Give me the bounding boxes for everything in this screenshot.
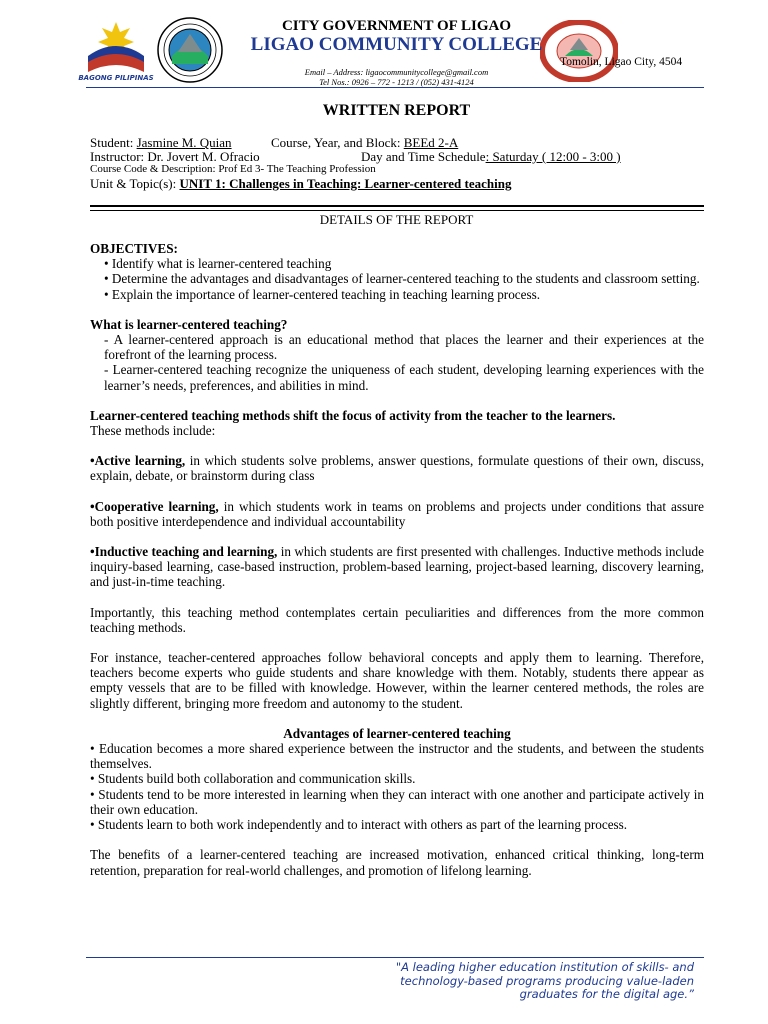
footer-motto-line: graduates for the digital age.” — [519, 987, 694, 1001]
report-body — [90, 241, 704, 878]
spacer — [90, 832, 704, 847]
footer-motto — [360, 961, 694, 1002]
paragraph-benefits: The benefits of a learner-centered teaching are increased motivation, enhanced critical thinking, long-term retention, preparation for real-world challenges, and promotion of lifelong learning. — [90, 847, 704, 878]
student-label: Student: — [90, 135, 137, 150]
advantages-heading: Advantages of learner-centered teaching — [283, 725, 511, 741]
method-term: •Inductive teaching and learning, — [90, 544, 278, 560]
email-line: Email – Address: ligaocommunitycollege@gmail.com — [304, 67, 489, 77]
advantage-item: • Students build both collaboration and communication skills. — [90, 771, 416, 787]
city-government-heading: CITY GOVERNMENT OF LIGAO — [281, 18, 512, 34]
definition-item: - A learner-centered approach is an educational method that places the learner and their experiences at the forefront of the learning process. — [104, 332, 704, 363]
objective-item: • Determine the advantages and disadvantages of learner-centered teaching to the students and classroom setting. — [104, 271, 700, 287]
objective-item: • Identify what is learner-centered teaching — [104, 256, 332, 272]
method-item — [90, 499, 704, 529]
method-text: in which students solve problems, answer questions, formulate questions of their own, discuss, explain, debate, or brainstorm during class — [90, 453, 705, 484]
unit-line — [90, 176, 511, 191]
method-text: in which students are first presented with challenges. Inductive methods include inquiry-based learning, case-based instruction, problem-based learning, project-based learning, discovery learning, and just-in-time teaching. — [90, 544, 704, 590]
tel-line: Tel Nos.: 0926 – 772 - 1213 / (052) 431-4124 — [319, 77, 474, 87]
advantage-item: • Students tend to be more interested in learning when they can interact with one another and participate actively in their own education. — [90, 786, 704, 817]
schedule-line — [361, 149, 621, 164]
method-term: •Active learning, — [90, 453, 186, 469]
unit-label: Unit & Topic(s): — [90, 176, 180, 191]
paragraph-for-instance: For instance, teacher-centered approaches follow behavioral concepts and apply them to learning. Therefore, teachers become experts who guide students and share knowledge with them. Notably, students there appear as empty vessels that are to be filled with knowledge. However, within the learner centered methods, the roles are slightly different, bringing more freedom and autonomy to the student. — [90, 650, 704, 711]
spacer — [90, 302, 704, 317]
spacer — [90, 438, 704, 453]
footer-motto-line: technology-based programs producing value-laden — [400, 973, 694, 988]
spacer — [90, 590, 704, 605]
spacer — [90, 393, 704, 408]
spacer — [90, 711, 704, 726]
college-name-heading: LIGAO COMMUNITY COLLEGE — [250, 34, 543, 55]
course-line — [271, 135, 458, 150]
student-name: Jasmine M. Quian — [136, 135, 232, 150]
objective-item: • Explain the importance of learner-centered teaching in teaching learning process. — [104, 286, 541, 302]
spacer — [90, 484, 704, 499]
method-item — [90, 453, 704, 483]
objectives-heading: OBJECTIVES: — [90, 241, 178, 256]
college-address: Tomolin, Ligao City, 4504 — [560, 56, 683, 68]
footer-motto-line: "A leading higher education institution of skills- and — [395, 960, 694, 974]
spacer — [90, 529, 704, 544]
methods-intro: These methods include: — [90, 423, 216, 439]
student-line — [90, 135, 232, 150]
course-code-line: Course Code & Description: Prof Ed 3- The Teaching Profession — [90, 163, 376, 175]
advantage-item: • Students learn to both work independently and to interact with others as part of the learning process. — [90, 817, 628, 833]
method-item — [90, 544, 704, 590]
report-title: WRITTEN REPORT — [322, 102, 471, 119]
bagong-pilipinas-text: BAGONG PILIPINAS — [78, 74, 154, 82]
contact-info — [0, 67, 768, 87]
methods-heading: Learner-centered teaching methods shift the focus of activity from the teacher to the learners. — [90, 407, 616, 423]
course-value: BEEd 2-A — [403, 135, 459, 150]
schedule-value: : Saturday ( 12:00 - 3:00 ) — [485, 149, 621, 164]
definition-item: - Learner-centered teaching recognize the uniqueness of each student, developing learning experiences with the learner’s needs, preferences, and abilities in mind. — [104, 362, 704, 393]
unit-value: UNIT 1: Challenges in Teaching: Learner-centered teaching — [179, 176, 512, 191]
what-is-heading: What is learner-centered teaching? — [90, 316, 288, 332]
paragraph-importantly: Importantly, this teaching method contemplates certain peculiarities and differences from the more common teaching methods. — [90, 604, 704, 635]
method-term: •Cooperative learning, — [90, 498, 219, 514]
course-label: Course, Year, and Block: — [271, 135, 404, 150]
header-divider — [86, 87, 704, 88]
info-divider-thin — [90, 210, 704, 211]
method-text: in which students work in teams on problems and projects under conditions that assure both positive interdependence and individual accountability — [90, 498, 704, 529]
advantage-item: • Education becomes a more shared experience between the instructor and the students, and between the students themselves. — [90, 741, 704, 772]
instructor-line: Instructor: Dr. Jovert M. Ofracio — [90, 149, 260, 164]
details-heading: DETAILS OF THE REPORT — [319, 212, 474, 227]
spacer — [90, 635, 704, 650]
info-divider-thick — [90, 205, 704, 207]
schedule-label: Day and Time Schedule — [361, 149, 486, 164]
footer-divider — [86, 957, 704, 958]
